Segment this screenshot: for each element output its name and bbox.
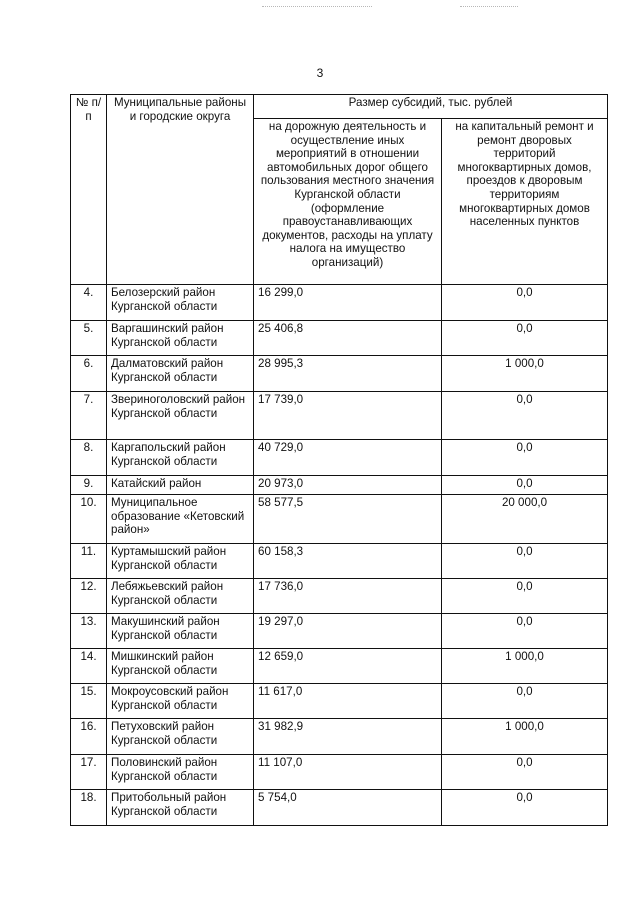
table-row xyxy=(71,440,608,476)
table-row xyxy=(71,684,608,719)
yard-subsidy-value: 0,0 xyxy=(442,476,608,495)
road-subsidy-value: 20 973,0 xyxy=(254,476,442,495)
header-municipality: Муниципальные районы и городские округа xyxy=(107,95,254,285)
table-row xyxy=(71,495,608,544)
table-row xyxy=(71,544,608,579)
header-subsidy-size: Размер субсидий, тыс. рублей xyxy=(254,95,608,119)
road-subsidy-value: 17 736,0 xyxy=(254,579,442,614)
municipality-name: Мишкинский район Курганской области xyxy=(107,649,254,684)
road-subsidy-value: 28 995,3 xyxy=(254,356,442,392)
yard-subsidy-value: 0,0 xyxy=(442,614,608,649)
yard-subsidy-value: 1 000,0 xyxy=(442,356,608,392)
header-row-1 xyxy=(71,95,608,119)
municipality-name: Каргапольский район Курганской области xyxy=(107,440,254,476)
road-subsidy-value: 60 158,3 xyxy=(254,544,442,579)
municipality-name: Муниципальное образование «Кетовский район» xyxy=(107,495,254,544)
row-number: 16. xyxy=(71,719,107,755)
scan-artifact-left xyxy=(262,6,372,9)
table-row xyxy=(71,321,608,356)
municipality-name: Лебяжьевский район Курганской области xyxy=(107,579,254,614)
yard-subsidy-value: 0,0 xyxy=(442,684,608,719)
road-subsidy-value: 25 406,8 xyxy=(254,321,442,356)
municipality-name: Притобольный район Курганской области xyxy=(107,790,254,826)
yard-subsidy-value: 0,0 xyxy=(442,790,608,826)
road-subsidy-value: 11 617,0 xyxy=(254,684,442,719)
road-subsidy-value: 11 107,0 xyxy=(254,755,442,790)
yard-subsidy-value: 20 000,0 xyxy=(442,495,608,544)
yard-subsidy-value: 0,0 xyxy=(442,392,608,440)
row-number: 15. xyxy=(71,684,107,719)
row-number: 4. xyxy=(71,285,107,321)
row-number: 14. xyxy=(71,649,107,684)
table-row xyxy=(71,579,608,614)
row-number: 7. xyxy=(71,392,107,440)
road-subsidy-value: 31 982,9 xyxy=(254,719,442,755)
municipality-name: Мокроусовский район Курганской области xyxy=(107,684,254,719)
road-subsidy-value: 19 297,0 xyxy=(254,614,442,649)
row-number: 5. xyxy=(71,321,107,356)
road-subsidy-value: 16 299,0 xyxy=(254,285,442,321)
table-body xyxy=(71,285,608,826)
yard-subsidy-value: 1 000,0 xyxy=(442,649,608,684)
yard-subsidy-value: 0,0 xyxy=(442,755,608,790)
municipality-name: Куртамышский район Курганской области xyxy=(107,544,254,579)
yard-subsidy-value: 0,0 xyxy=(442,544,608,579)
subsidy-table xyxy=(70,94,608,826)
municipality-name: Макушинский район Курганской области xyxy=(107,614,254,649)
yard-subsidy-value: 1 000,0 xyxy=(442,719,608,755)
row-number: 10. xyxy=(71,495,107,544)
header-road-activity: на дорожную деятельность и осуществление иных мероприятий в отношении автомобильных дорог общего пользования местного значения Курганской области (оформление правоустанавливающих документов, расходы на уплату налога на имущество организаций) xyxy=(254,119,442,285)
municipality-name: Звериноголовский район Курганской области xyxy=(107,392,254,440)
municipality-name: Половинский район Курганской области xyxy=(107,755,254,790)
road-subsidy-value: 40 729,0 xyxy=(254,440,442,476)
table-row xyxy=(71,392,608,440)
row-number: 12. xyxy=(71,579,107,614)
table-row xyxy=(71,614,608,649)
row-number: 18. xyxy=(71,790,107,826)
municipality-name: Далматовский район Курганской области xyxy=(107,356,254,392)
table-row xyxy=(71,790,608,826)
municipality-name: Варгашинский район Курганской области xyxy=(107,321,254,356)
table-row xyxy=(71,285,608,321)
yard-subsidy-value: 0,0 xyxy=(442,321,608,356)
yard-subsidy-value: 0,0 xyxy=(442,579,608,614)
page-number: 3 xyxy=(316,66,324,80)
row-number: 11. xyxy=(71,544,107,579)
table-row xyxy=(71,649,608,684)
yard-subsidy-value: 0,0 xyxy=(442,440,608,476)
road-subsidy-value: 5 754,0 xyxy=(254,790,442,826)
municipality-name: Петуховский район Курганской области xyxy=(107,719,254,755)
municipality-name: Катайский район xyxy=(107,476,254,495)
road-subsidy-value: 12 659,0 xyxy=(254,649,442,684)
yard-subsidy-value: 0,0 xyxy=(442,285,608,321)
municipality-name: Белозерский район Курганской области xyxy=(107,285,254,321)
table-row xyxy=(71,719,608,755)
table-row xyxy=(71,476,608,495)
row-number: 9. xyxy=(71,476,107,495)
road-subsidy-value: 17 739,0 xyxy=(254,392,442,440)
row-number: 17. xyxy=(71,755,107,790)
header-yard-repair: на капитальный ремонт и ремонт дворовых территорий многоквартирных домов, проездов к дворовым территориям многоквартирных домов населенных пунктов xyxy=(442,119,608,285)
table-row xyxy=(71,356,608,392)
scan-artifact-right xyxy=(460,6,518,9)
row-number: 8. xyxy=(71,440,107,476)
table-row xyxy=(71,755,608,790)
row-number: 13. xyxy=(71,614,107,649)
header-no: № п/п xyxy=(71,95,107,285)
row-number: 6. xyxy=(71,356,107,392)
road-subsidy-value: 58 577,5 xyxy=(254,495,442,544)
